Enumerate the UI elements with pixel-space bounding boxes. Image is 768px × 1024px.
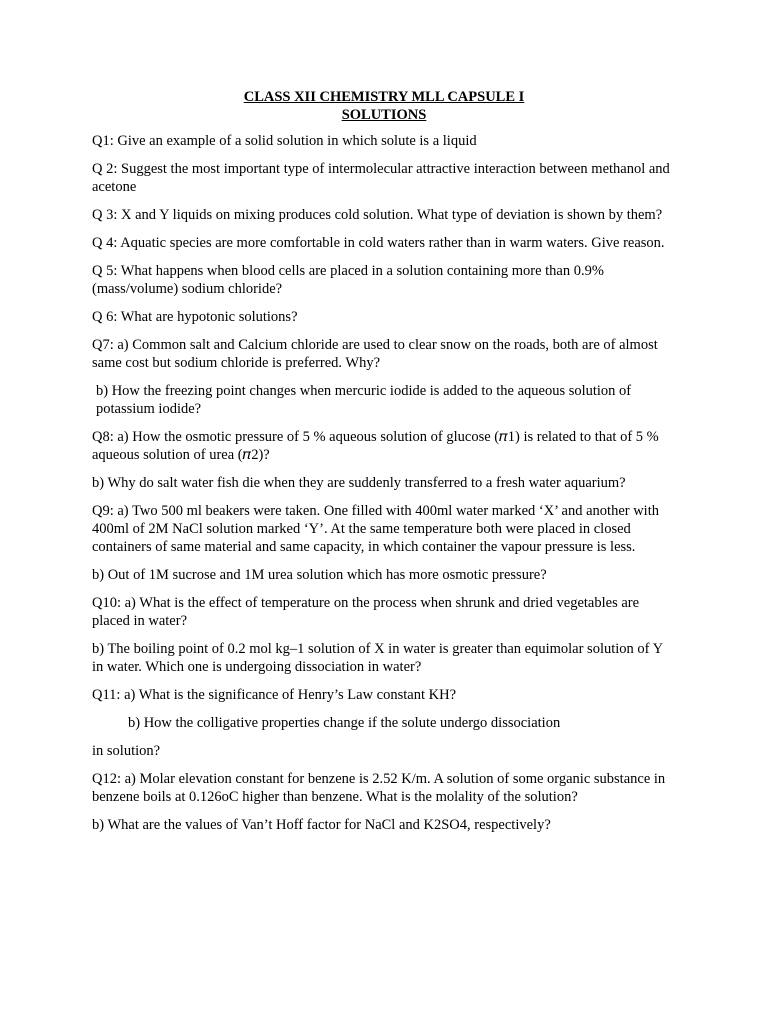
- question-1: Q1: Give an example of a solid solution in which solute is a liquid: [92, 133, 477, 149]
- question-3: Q 3: X and Y liquids on mixing produces cold solution. What type of deviation is shown by them?: [92, 207, 663, 223]
- question-10a: Q10: a) What is the effect of temperature on the process when shrunk and dried vegetables are placed in water?: [92, 595, 640, 629]
- question-7a: Q7: a) Common salt and Calcium chloride are used to clear snow on the roads, both are of almost same cost but sodium chloride is preferred. Why?: [92, 337, 658, 371]
- question-9b: b) Out of 1M sucrose and 1M urea solution which has more osmotic pressure?: [92, 567, 547, 583]
- question-6: Q 6: What are hypotonic solutions?: [92, 309, 298, 325]
- question-12b: b) What are the values of Van’t Hoff factor for NaCl and K2SO4, respectively?: [92, 817, 551, 833]
- question-8b: b) Why do salt water fish die when they are suddenly transferred to a fresh water aquarium?: [92, 475, 626, 491]
- question-4: Q 4: Aquatic species are more comfortable in cold waters rather than in warm waters. Give reason.: [92, 235, 665, 251]
- heading-block: [92, 88, 676, 124]
- question-5: Q 5: What happens when blood cells are placed in a solution containing more than 0.9% (mass/volume) sodium chloride?: [92, 263, 604, 297]
- question-9a: Q9: a) Two 500 ml beakers were taken. One filled with 400ml water marked ‘X’ and another with 400ml of 2M NaCl solution marked ‘Y’. At the same temperature both were placed in closed containers of same material and same capacity, in which container the vapour pressure is less.: [92, 503, 659, 555]
- question-10b: b) The boiling point of 0.2 mol kg–1 solution of X in water is greater than equimolar solution of Y in water. Which one is undergoing dissociation in water?: [92, 641, 663, 675]
- question-8a: Q8: a) How the osmotic pressure of 5 % aqueous solution of glucose (𝜋1) is related to that of 5 % aqueous solution of urea (𝜋2)?: [92, 429, 659, 463]
- document-subtitle: SOLUTIONS: [341, 107, 427, 123]
- document-title: CLASS XII CHEMISTRY MLL CAPSULE I: [243, 89, 525, 105]
- question-7b: b) How the freezing point changes when mercuric iodide is added to the aqueous solution of potassium iodide?: [96, 383, 632, 417]
- question-11b: b) How the colligative properties change if the solute undergo dissociation: [128, 715, 561, 731]
- question-2: Q 2: Suggest the most important type of intermolecular attractive interaction between methanol and acetone: [92, 161, 670, 195]
- question-11a: Q11: a) What is the significance of Henry’s Law constant KH?: [92, 687, 457, 703]
- question-11b-continued: in solution?: [92, 743, 161, 759]
- question-12a: Q12: a) Molar elevation constant for benzene is 2.52 K/m. A solution of some organic substance in benzene boils at 0.126oC higher than benzene. What is the molality of the solution?: [92, 771, 666, 805]
